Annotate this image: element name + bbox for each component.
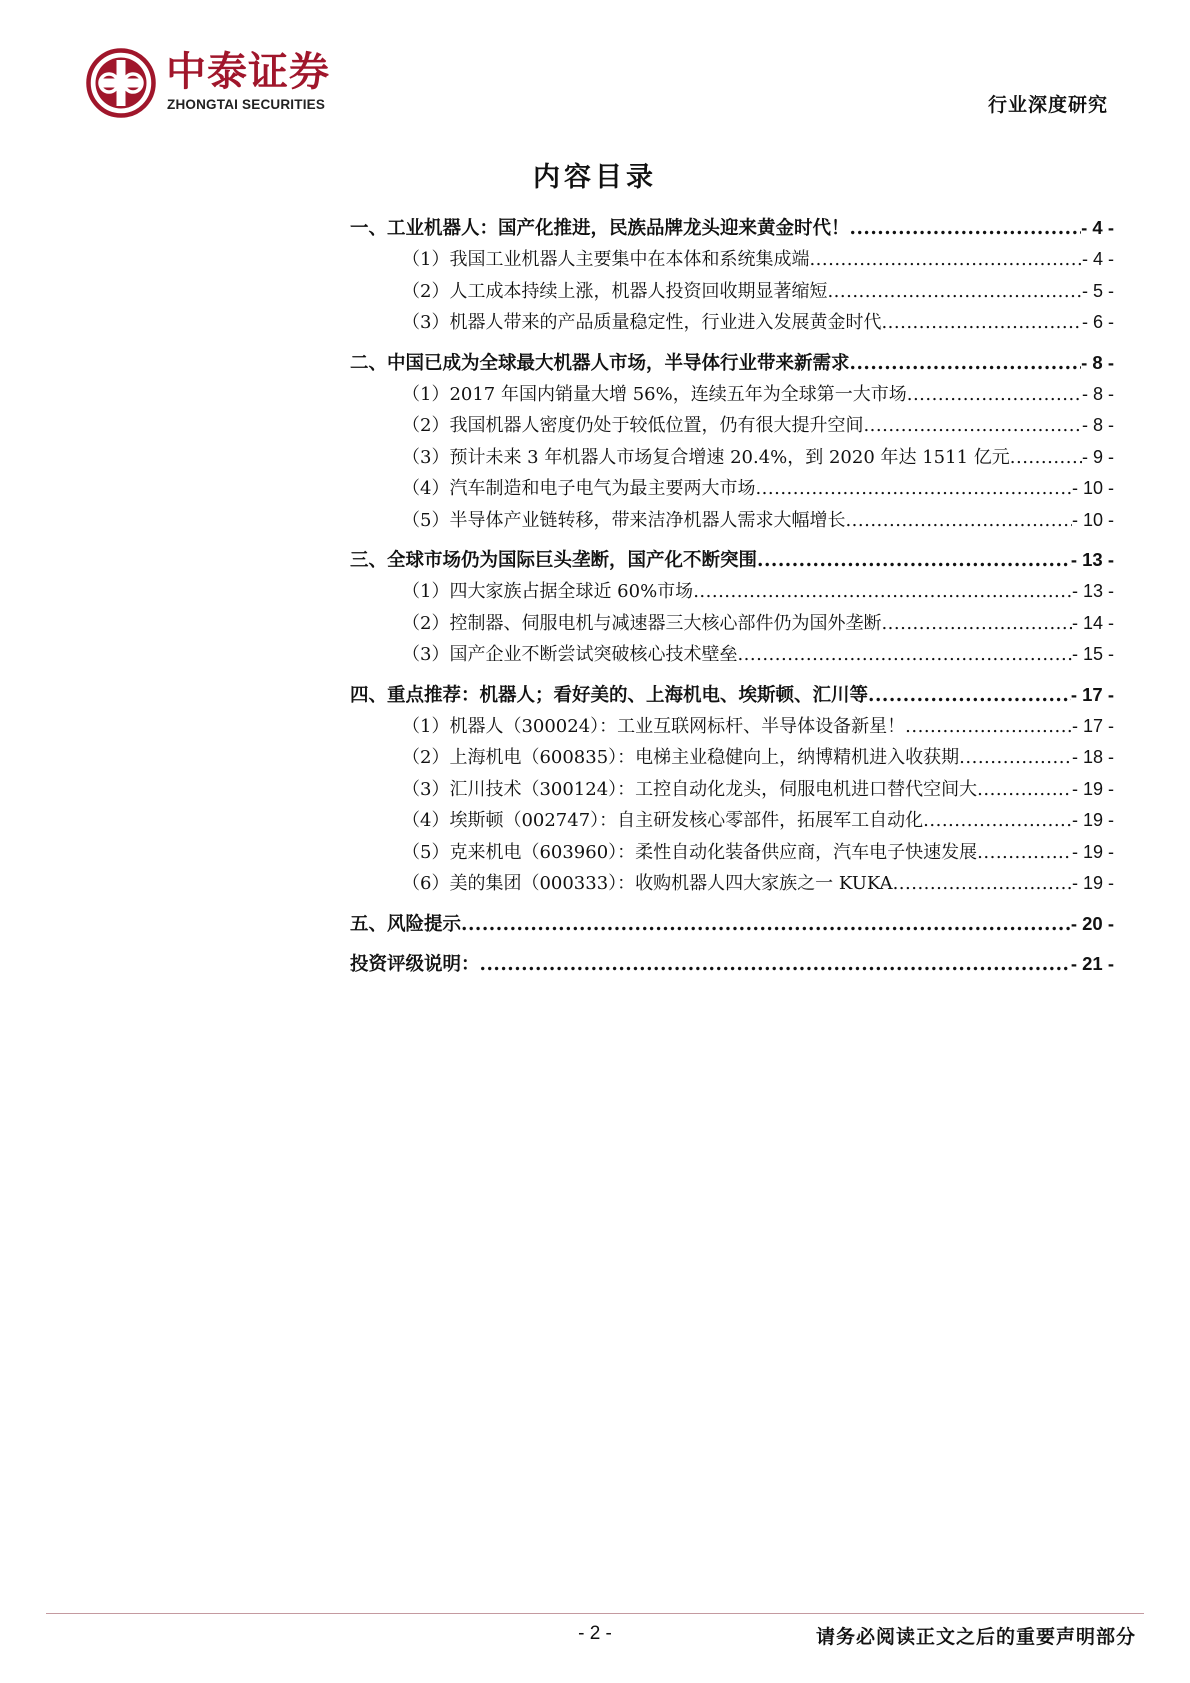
toc-section-entry[interactable] — [350, 214, 1114, 245]
toc-page-number: - 19 - — [1071, 778, 1114, 799]
toc-subsection-entry[interactable] — [350, 474, 1114, 506]
toc-dot-leader — [868, 685, 1071, 706]
toc-entry-label: （2）控制器、伺服电机与减速器三大核心部件仍为国外垄断 — [402, 612, 882, 634]
toc-entry-label: （5）克来机电（603960）：柔性自动化装备供应商，汽车电子快速发展 — [402, 841, 978, 863]
toc-entry-label: （2）我国机器人密度仍处于较低位置，仍有很大提升空间 — [402, 415, 864, 436]
toc-entry-label: （6）美的集团（000333）：收购机器人四大家族之一 KUKA — [402, 873, 893, 894]
toc-entry-label: 三、全球市场仍为国际巨头垄断，国产化不断突围 — [350, 550, 758, 571]
toc-subsection-entry[interactable] — [350, 277, 1114, 309]
toc-section-entry[interactable] — [350, 681, 1114, 712]
toc-dot-leader — [977, 779, 1072, 800]
toc-entry-label: 投资评级说明： — [350, 953, 480, 975]
toc-entry-label: 一、工业机器人：国产化推进，民族品牌龙头迎来黄金时代！ — [350, 218, 850, 239]
toc-entry-label: （3）预计未来 3 年机器人市场复合增速 20.4%，到 2020 年达 1511 亿元 — [402, 446, 1010, 468]
toc-dot-leader — [461, 914, 1071, 935]
toc-title: 内容目录 — [533, 162, 657, 193]
toc-subsection-entry[interactable] — [350, 506, 1114, 538]
toc-page-number: - 17 - — [1070, 683, 1114, 705]
toc-subsection-entry[interactable] — [350, 775, 1114, 807]
toc-dot-leader — [850, 218, 1082, 239]
toc-dot-leader — [850, 353, 1082, 374]
toc-page-number: - 13 - — [1071, 581, 1114, 601]
toc-entry-label: （1）机器人（300024）：工业互联网标杆、半导体设备新星！ — [402, 715, 906, 737]
toc-subsection-entry[interactable] — [350, 806, 1114, 838]
toc-page-number: - 8 - — [1081, 383, 1114, 404]
toc-page-number: - 8 - — [1081, 351, 1114, 373]
toc-entry-label: （3）机器人带来的产品质量稳定性，行业进入发展黄金时代 — [402, 312, 882, 333]
toc-dot-leader — [845, 510, 1072, 531]
toc-dot-leader — [827, 281, 1082, 302]
toc-subsection-entry[interactable] — [350, 411, 1114, 443]
toc-page-number: - 15 - — [1071, 644, 1114, 664]
toc-entry-label: （2）人工成本持续上涨，机器人投资回收期显著缩短 — [402, 280, 828, 302]
disclaimer-notice: 请务必阅读正文之后的重要声明部分 — [815, 1626, 1136, 1648]
toc-dot-leader — [893, 873, 1072, 894]
toc-dot-leader — [977, 842, 1072, 863]
logo-english-name: ZHONGTAI SECURITIES — [167, 97, 326, 112]
toc-dot-leader — [1010, 447, 1082, 468]
toc-dot-leader — [959, 747, 1072, 768]
toc-page-number: - 19 - — [1071, 810, 1114, 830]
toc-dot-leader — [693, 581, 1072, 602]
document-type-label: 行业深度研究 — [987, 94, 1108, 116]
toc-dot-leader — [905, 716, 1072, 737]
table-of-contents — [350, 214, 1114, 981]
toc-dot-leader — [881, 312, 1082, 333]
toc-subsection-entry[interactable] — [350, 308, 1114, 340]
toc-dot-leader — [757, 550, 1071, 571]
toc-subsection-entry[interactable] — [350, 640, 1114, 672]
toc-section-entry[interactable] — [350, 349, 1114, 380]
toc-dot-leader — [737, 644, 1072, 665]
toc-subsection-entry[interactable] — [350, 443, 1114, 475]
toc-dot-leader — [907, 384, 1082, 405]
toc-entry-label: （3）汇川技术（300124）：工控自动化龙头，伺服电机进口替代空间大 — [402, 778, 978, 800]
toc-entry-label: 五、风险提示 — [350, 913, 462, 935]
toc-entry-label: 二、中国已成为全球最大机器人市场，半导体行业带来新需求 — [350, 352, 850, 374]
toc-page-number: - 4 - — [1081, 217, 1114, 238]
toc-section-entry[interactable] — [350, 950, 1114, 981]
toc-dot-leader — [480, 954, 1071, 975]
toc-entry-label: （2）上海机电（600835）：电梯主业稳健向上，纳博精机进入收获期 — [402, 747, 960, 768]
toc-entry-label: （4）汽车制造和电子电气为最主要两大市场 — [402, 478, 756, 499]
company-logo — [86, 48, 356, 118]
toc-entry-label: （1）我国工业机器人主要集中在本体和系统集成端 — [402, 249, 810, 270]
toc-subsection-entry[interactable] — [350, 380, 1114, 412]
toc-entry-label: （1）2017 年国内销量大增 56%，连续五年为全球第一大市场 — [402, 383, 907, 405]
footer-divider — [46, 1613, 1144, 1614]
toc-subsection-entry[interactable] — [350, 838, 1114, 870]
toc-subsection-entry[interactable] — [350, 245, 1114, 277]
toc-page-number: - 9 - — [1081, 446, 1114, 467]
toc-dot-leader — [881, 613, 1072, 634]
toc-page-number: - 18 - — [1071, 747, 1114, 767]
toc-page-number: - 14 - — [1071, 612, 1114, 633]
toc-entry-label: （4）埃斯顿（002747）：自主研发核心零部件，拓展军工自动化 — [402, 810, 924, 831]
toc-page-number: - 10 - — [1071, 509, 1114, 530]
page-number: - 2 - — [578, 1623, 612, 1644]
toc-subsection-entry[interactable] — [350, 577, 1114, 609]
toc-page-number: - 13 - — [1070, 549, 1114, 570]
toc-page-number: - 8 - — [1081, 415, 1114, 435]
toc-page-number: - 17 - — [1071, 715, 1114, 736]
toc-page-number: - 6 - — [1081, 312, 1114, 332]
toc-entry-label: （3）国产企业不断尝试突破核心技术壁垒 — [402, 644, 738, 665]
toc-section-entry[interactable] — [350, 910, 1114, 941]
toc-subsection-entry[interactable] — [350, 609, 1114, 641]
toc-subsection-entry[interactable] — [350, 743, 1114, 775]
toc-subsection-entry[interactable] — [350, 869, 1114, 901]
toc-page-number: - 21 - — [1070, 952, 1114, 974]
toc-entry-label: 四、重点推荐：机器人；看好美的、上海机电、埃斯顿、汇川等 — [350, 684, 869, 706]
toc-page-number: - 19 - — [1071, 841, 1114, 862]
toc-page-number: - 5 - — [1081, 280, 1114, 301]
toc-dot-leader — [755, 478, 1072, 499]
logo-chinese-name: 中泰证券 — [166, 49, 330, 95]
toc-entry-label: （1）四大家族占据全球近 60%市场 — [402, 581, 694, 602]
toc-subsection-entry[interactable] — [350, 712, 1114, 744]
zhongtai-logo-icon — [86, 48, 156, 118]
toc-dot-leader — [809, 249, 1082, 270]
toc-page-number: - 20 - — [1070, 912, 1114, 934]
toc-page-number: - 4 - — [1081, 249, 1114, 269]
toc-dot-leader — [863, 415, 1082, 436]
toc-section-entry[interactable] — [350, 546, 1114, 577]
toc-page-number: - 10 - — [1071, 478, 1114, 498]
toc-page-number: - 19 - — [1071, 873, 1114, 893]
toc-entry-label: （5）半导体产业链转移，带来洁净机器人需求大幅增长 — [402, 509, 846, 531]
toc-dot-leader — [923, 810, 1072, 831]
